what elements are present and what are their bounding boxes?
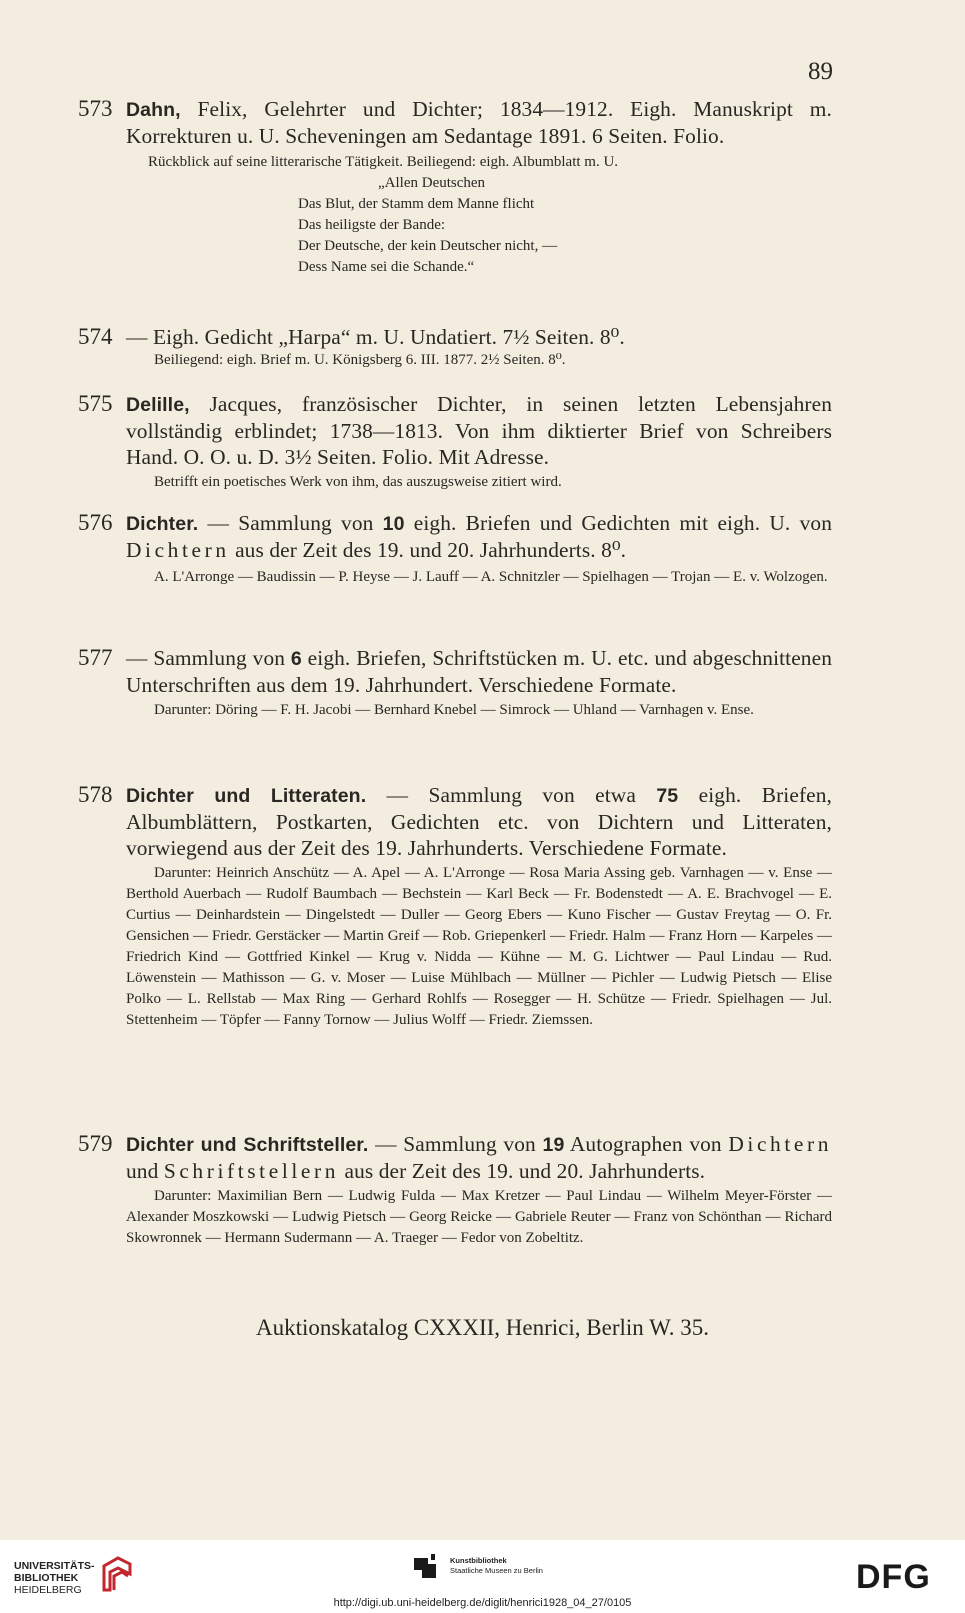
entry-number: 575 xyxy=(78,391,113,416)
entry-note: Darunter: Maximilian Bern — Ludwig Fulda — Max Kretzer — Paul Lindau — Wilhelm Meyer-Förster — Alexander Moszkowski — Ludwig Pietsch — Georg Reicke — Gabriele Reuter — Franz von Schönthan — Richard Skowronnek — Hermann Sudermann — A. Traeger — Fedor von Zobeltitz. xyxy=(126,1188,832,1246)
entry-description: Dahn, Felix, Gelehrter und Dichter; 1834—1912. Eigh. Manuskript m. Korrekturen u. U. Scheveningen am Sedantage 1891. 6 Seiten. Folio. xyxy=(126,97,832,148)
entry-note: Darunter: Döring — F. H. Jacobi — Bernhard Knebel — Simrock — Uhland — Varnhagen v. Ense. xyxy=(154,702,754,718)
poem-line: „Allen Deutschen xyxy=(378,175,486,191)
permalink-url[interactable]: http://digi.ub.uni-heidelberg.de/diglit/henrici1928_04_27/0105 xyxy=(333,1597,632,1609)
poem-line: Das heiligste der Bande: xyxy=(298,217,446,233)
entry-number: 579 xyxy=(78,1131,113,1156)
entry-heading: Delille, xyxy=(126,394,190,416)
entry-number: 578 xyxy=(78,782,113,807)
entry-heading: Dichter und Litteraten. xyxy=(126,785,367,807)
catalog-entry-574 xyxy=(78,324,832,371)
item-count: 19 xyxy=(542,1134,565,1156)
catalog-entry-576 xyxy=(78,510,832,588)
entry-heading: Dichter und Schriftsteller. xyxy=(126,1134,369,1156)
entry-description: Dichter. — Sammlung von 10 eigh. Briefen und Gedichten mit eigh. U. von Dichtern aus der Zeit des 19. und 20. Jahrhunderts. 8⁰. xyxy=(126,511,832,562)
ub-heidelberg-label: UNIVERSITÄTS- BIBLIOTHEK HEIDELBERG xyxy=(14,1560,95,1596)
item-count: 75 xyxy=(656,785,679,807)
entry-number: 576 xyxy=(78,510,113,535)
entry-number: 573 xyxy=(78,96,113,121)
entry-number: 574 xyxy=(78,324,113,349)
poem-line: Der Deutsche, der kein Deutscher nicht, — xyxy=(298,238,558,254)
page-number: 89 xyxy=(808,58,833,85)
catalog-footer: Auktionskatalog CXXXII, Henrici, Berlin W. 35. xyxy=(256,1315,709,1340)
entry-poem xyxy=(298,173,832,278)
entry-note: Darunter: Heinrich Anschütz — A. Apel — A. L'Arronge — Rosa Maria Assing geb. Varnhagen — v. Ense — Berthold Auerbach — Rudolf Baumbach — Bechstein — Karl Beck — Fr. Bodenstedt — A. E. Brachvogel — E. Curtius — Deinhardstein — Dingelstedt — Duller — Georg Ebers — Kuno Fischer — Gustav Freytag — O. Fr. Gensichen — Friedr. Gerstäcker — Martin Greif — Rob. Griepenkerl — Friedr. Halm — Franz Horn — Karpeles — Friedrich Kind — Gottfried Kinkel — Krug v. Nidda — Kühne — M. G. Lichtwer — Paul Lindau — Rud. Löwenstein — Mathisson — G. v. Moser — Luise Mühlbach — Müllner — Pichler — Ludwig Pietsch — Elise Polko — L. Rellstab — Max Ring — Gerhard Rohlfs — Rosegger — H. Schütze — Friedr. Spielhagen — Jul. Stettenheim — Töpfer — Fanny Tornow — Julius Wolff — Friedr. Ziemssen. xyxy=(126,865,832,1028)
entry-heading: Dichter. xyxy=(126,513,199,535)
entry-number: 577 xyxy=(78,645,113,670)
digitization-bar xyxy=(0,1540,965,1613)
poem-line: Dess Name sei die Schande.“ xyxy=(298,259,475,275)
entry-description: — Sammlung von 6 eigh. Briefen, Schriftstücken m. U. etc. und abgeschnittenen Unterschriften aus dem 19. Jahrhundert. Verschiedene Formate. xyxy=(126,646,832,697)
dfg-logo: DFG xyxy=(856,1558,931,1596)
entry-note: Beiliegend: eigh. Brief m. U. Königsberg 6. III. 1877. 2½ Seiten. 8⁰. xyxy=(154,352,566,368)
ub-heidelberg-logo-icon xyxy=(100,1554,134,1594)
entry-description: Delille, Jacques, französischer Dichter, in seinen letzten Lebensjahren vollständig erblindet; 1738—1813. Von ihm diktierter Brief von Schreibers Hand. O. O. u. D. 3½ Seiten. Folio. Mit Adresse. xyxy=(126,392,832,469)
entry-description: Dichter und Schriftsteller. — Sammlung von 19 Autographen von Dichtern und Schriftstellern aus der Zeit des 19. und 20. Jahrhunderts. xyxy=(126,1132,833,1183)
entry-description: Dichter und Litteraten. — Sammlung von etwa 75 eigh. Briefen, Albumblättern, Postkarten, Gedichten etc. von Dichtern und Litteraten, vorwiegend aus der Zeit des 19. Jahrhunderts. Verschiedene Formate. xyxy=(126,783,833,860)
catalog-entry-578 xyxy=(78,782,832,1031)
entry-description: — Eigh. Gedicht „Harpa“ m. U. Undatiert. 7½ Seiten. 8⁰. xyxy=(126,325,625,349)
entry-heading: Dahn, xyxy=(126,99,181,121)
entry-note: A. L'Arronge — Baudissin — P. Heyse — J. Lauff — A. Schnitzler — Spielhagen — Trojan — E. v. Wolzogen. xyxy=(154,569,828,585)
entry-note: Rückblick auf seine litterarische Tätigkeit. Beiliegend: eigh. Albumblatt m. U. xyxy=(148,154,619,170)
kunstbibliothek-logo: Kunstbibliothek Staatliche Museen zu Berlin xyxy=(412,1552,442,1585)
kunstbibliothek-icon xyxy=(412,1552,442,1580)
catalog-entry-573 xyxy=(78,96,832,278)
item-count: 10 xyxy=(382,513,405,535)
poem-line: Das Blut, der Stamm dem Manne flicht xyxy=(298,196,535,212)
catalog-entry-579 xyxy=(78,1131,832,1249)
item-count: 6 xyxy=(290,648,302,670)
catalog-entry-577 xyxy=(78,645,832,721)
catalog-entry-575 xyxy=(78,391,832,493)
entry-note: Betrifft ein poetisches Werk von ihm, das auszugsweise zitiert wird. xyxy=(154,474,562,490)
